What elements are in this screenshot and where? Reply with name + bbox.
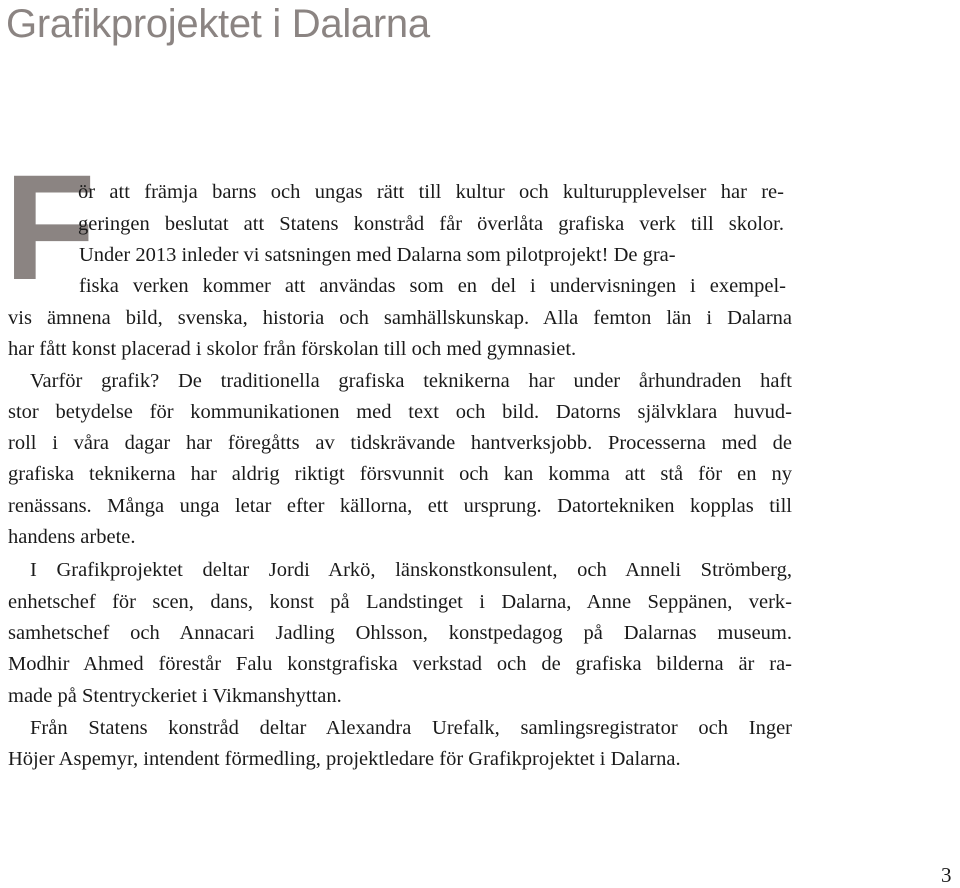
text-line: Varför grafik? De traditionella grafiska teknikerna har under århundraden haft xyxy=(30,370,792,392)
text-line: fiska verken kommer att användas som en del i undervisningen i exempel- xyxy=(79,275,786,297)
page-number: 3 xyxy=(941,863,952,887)
text-line: samhetschef och Annacari Jadling Ohlsson, konstpedagog på Dalarnas museum. xyxy=(8,622,792,644)
text-line: Under 2013 inleder vi satsningen med Dalarna som pilotprojekt! De gra- xyxy=(79,244,676,266)
text-line: Höjer Aspemyr, intendent förmedling, projektledare för Grafikprojektet i Dalarna. xyxy=(8,748,681,770)
page-title: Grafikprojektet i Dalarna xyxy=(6,2,430,46)
text-line: made på Stentryckeriet i Vikmanshyttan. xyxy=(8,685,342,707)
text-line: renässans. Många unga letar efter källorna, ett ursprung. Datortekniken kopplas till xyxy=(8,495,792,517)
text-line: ör att främja barns och ungas rätt till kultur och kulturupplevelser har re- xyxy=(78,181,784,203)
text-line: stor betydelse för kommunikationen med text och bild. Datorns självklara huvud- xyxy=(8,401,792,423)
text-line: geringen beslutat att Statens konstråd får överlåta grafiska verk till skolor. xyxy=(78,213,784,235)
text-line: grafiska teknikerna har aldrig riktigt försvunnit och kan komma att stå för en ny xyxy=(8,463,792,485)
text-line: handens arbete. xyxy=(8,526,136,548)
text-line: har fått konst placerad i skolor från förskolan till och med gymnasiet. xyxy=(8,338,577,360)
text-line: enhetschef för scen, dans, konst på Landstinget i Dalarna, Anne Seppänen, verk- xyxy=(8,591,792,613)
text-line: Modhir Ahmed förestår Falu konstgrafiska verkstad och de grafiska bilderna är ra- xyxy=(8,653,792,675)
text-line: vis ämnena bild, svenska, historia och samhällskunskap. Alla femton län i Dalarna xyxy=(8,307,792,329)
text-line: I Grafikprojektet deltar Jordi Arkö, länskonstkonsulent, och Anneli Strömberg, xyxy=(30,559,792,581)
drop-cap: F xyxy=(4,172,96,290)
text-line: roll i våra dagar har föregåtts av tidskrävande hantverksjobb. Processerna med de xyxy=(8,432,792,454)
text-line: Från Statens konstråd deltar Alexandra Urefalk, samlingsregistrator och Inger xyxy=(30,717,792,739)
